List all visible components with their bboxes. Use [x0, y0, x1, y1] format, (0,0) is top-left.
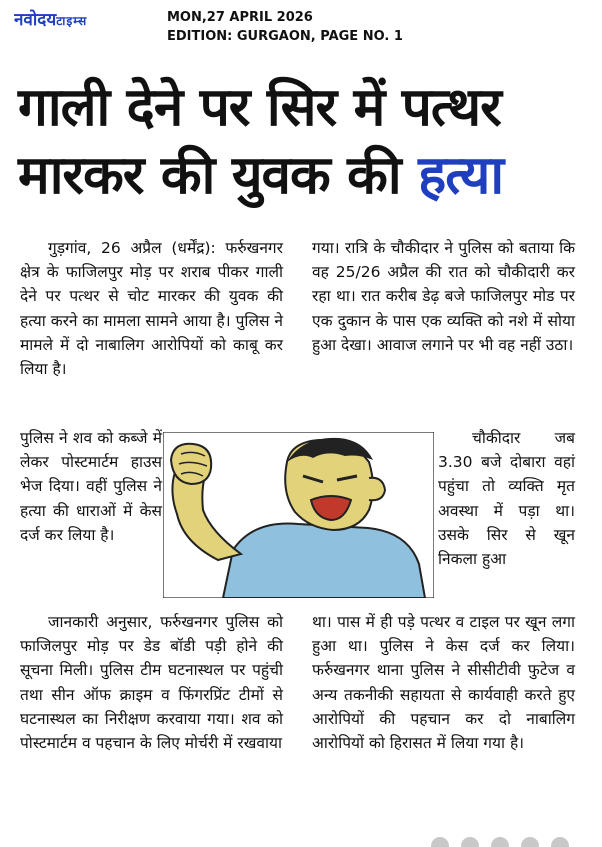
headline-line-2-text: मारकर की युवक की	[18, 145, 419, 206]
logo-text-secondary: टाइम्स	[56, 14, 88, 28]
article-left-wrap	[20, 426, 162, 547]
angry-man-fist-icon	[163, 432, 434, 598]
headline-line-1: गाली देने पर सिर में पत्थर	[18, 77, 501, 138]
headline-line-2	[18, 142, 593, 210]
article-right-bottom	[312, 610, 575, 755]
edition-line: EDITION: GURGAON, PAGE NO. 1	[167, 29, 403, 44]
headline-accent-word: हत्या	[418, 145, 504, 206]
article-paragraph: पुलिस ने शव को कब्जे में लेकर पोस्टमार्टम हाउस भेज दिया। वहीं पुलिस ने हत्या की धाराओं में केस दर्ज कर लिया है।	[20, 429, 162, 544]
angry-man-illustration	[163, 432, 434, 598]
article-paragraph: था। पास में ही पड़े पत्थर व टाइल पर खून लगा हुआ था। पुलिस ने केस दर्ज कर लिया। फर्रुखनगर थाना पुलिस ने सीसीटीवी फुटेज व अन्य तकनीकी सहायता से कार्यवाही करते हुए आरोपियों की पहचान कर दो नाबालिग आरोपियों को हिरासत में लिया गया है।	[312, 613, 575, 753]
logo-text-primary: नवोदय	[14, 10, 57, 30]
article-paragraph: गुड़गांव, 26 अप्रैल (धर्मेंद्र): फर्रुखनगर क्षेत्र के फाजिलपुर मोड़ पर शराब पीकर गाली देने पर पत्थर से चोट मारकर की युवक की हत्या करने का मामला सामने आया है। पुलिस ने मामले में दो नाबालिग आरोपियों को काबू कर लिया है।	[20, 239, 283, 379]
article-left-top	[20, 236, 283, 381]
article-right-wrap	[438, 426, 575, 571]
newspaper-logo	[14, 6, 140, 34]
page-dots-decoration	[430, 836, 590, 847]
article-paragraph: जानकारी अनुसार, फर्रुखनगर पुलिस को फाजिलपुर मोड़ पर डेड बॉडी पड़ी होने की सूचना मिली। पुलिस टीम घटनास्थल पर पहुंची तथा सीन ऑफ क्राइम व फिंगरप्रिंट टीमों से घटनास्थल का निरीक्षण करवाया गया। शव को पोस्टमार्टम व पहचान के लिए मोर्चरी में रखवाया	[20, 613, 283, 753]
masthead	[0, 0, 602, 50]
article-paragraph: गया। रात्रि के चौकीदार ने पुलिस को बताया कि वह 25/26 अप्रैल की रात को चौकीदारी कर रहा था। रात करीब डेढ़ बजे फाजिलपुर मोड पर एक दुकान के पास एक व्यक्ति को नशे में सोया हुआ देखा। आवाज लगाने पर भी वह नहीं उठा।	[312, 239, 575, 354]
article-left-bottom	[20, 610, 283, 755]
article-right-top	[312, 236, 575, 357]
edition-info	[167, 8, 403, 46]
article-paragraph: चौकीदार जब 3.30 बजे दोबारा वहां पहुंचा तो व्यक्ति मृत अवस्था में पड़ा था। उसके सिर से खून निकला हुआ	[438, 429, 575, 569]
headline	[18, 74, 593, 210]
date-line: MON,27 APRIL 2026	[167, 10, 313, 25]
